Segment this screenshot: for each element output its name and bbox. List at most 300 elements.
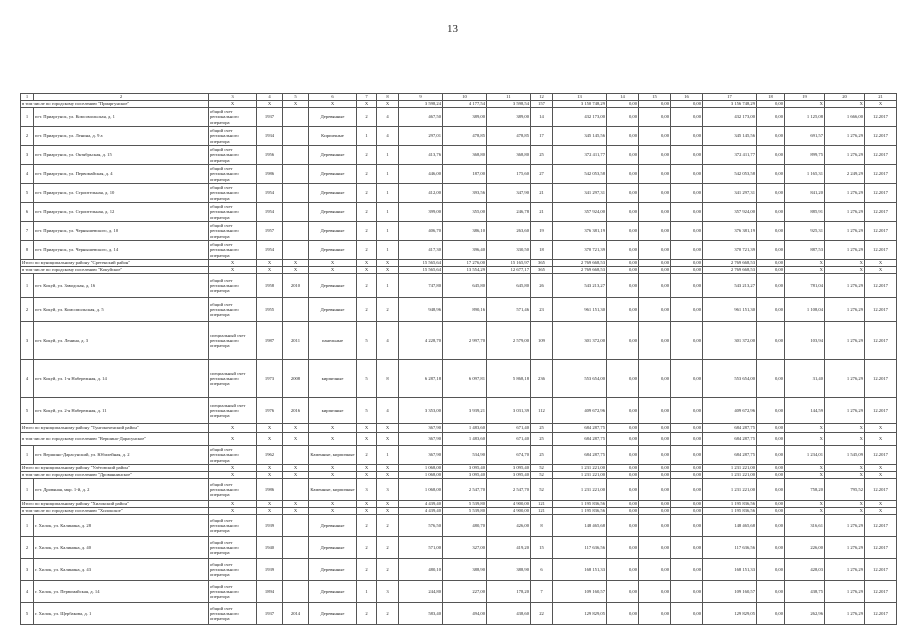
cell-col-13: 1 195 836,56	[553, 508, 607, 515]
cell-col-5: X	[283, 260, 309, 267]
cell-col-10: 1 483,60	[443, 433, 487, 446]
cell-col-18: 0,00	[757, 465, 785, 472]
cell-col-18: 0,00	[757, 581, 785, 603]
cell-col-14: 0,00	[607, 184, 639, 203]
cell-col-11: 674,70	[487, 446, 531, 465]
cell-col-18: 0,00	[757, 479, 785, 501]
cell-col-15: 0,00	[639, 603, 671, 625]
cell-col-6: X	[309, 267, 357, 274]
cell-col-15: 0,00	[639, 508, 671, 515]
cell-col-17: 409 672,96	[703, 398, 757, 424]
cell-col-8: 1	[377, 203, 399, 222]
cell-col-17: 376 381,19	[703, 222, 757, 241]
cell-col-12: 52	[531, 465, 553, 472]
cell-col-16: 0,00	[671, 267, 703, 274]
cell-col-21: X	[865, 101, 897, 108]
cell-col-18: 0,00	[757, 222, 785, 241]
cell-col-16: 0,00	[671, 446, 703, 465]
subtotal-row	[21, 101, 897, 108]
cell-col-6: Деревянные	[309, 203, 357, 222]
cell-col-17: 3 156 748,29	[703, 101, 757, 108]
cell-col-6: Деревянные	[309, 581, 357, 603]
cell-col-14: 0,00	[607, 260, 639, 267]
cell-col-11: 645,80	[487, 274, 531, 298]
cell-col-4: 1954	[257, 184, 283, 203]
cell-col-18: 0,00	[757, 108, 785, 127]
cell-col-17: 553 654,00	[703, 360, 757, 398]
cell-col-14: 0,00	[607, 101, 639, 108]
cell-col-14: 0,00	[607, 267, 639, 274]
cell-col-19: 691,57	[785, 127, 825, 146]
cell-col-18: 0,00	[757, 274, 785, 298]
cell-col-12: 157	[531, 101, 553, 108]
cell-col-4: 1940	[257, 537, 283, 559]
building-row	[21, 184, 897, 203]
cell-col-19: 887,53	[785, 241, 825, 260]
cell-col-3: общий счет регионального оператора	[209, 127, 257, 146]
cell-col-12: 21	[531, 203, 553, 222]
cell-col-5: X	[283, 101, 309, 108]
cell-col-8: 1	[377, 222, 399, 241]
cell-col-21: 12.2017	[865, 184, 897, 203]
cell-col-21: 12.2017	[865, 515, 897, 537]
cell-col-7: 2	[357, 298, 377, 322]
cell-col-10: 494,00	[443, 603, 487, 625]
cell-col-15: 0,00	[639, 465, 671, 472]
cell-col-9: 412,00	[399, 184, 443, 203]
cell-col-20: 1 545,09	[825, 446, 865, 465]
cell-col-17: 542 053,58	[703, 165, 757, 184]
cell-col-6: X	[309, 101, 357, 108]
cell-col-5	[283, 537, 309, 559]
cell-col-2: г. Хилок, ул. Щербакова, д. 1	[34, 603, 209, 625]
cell-col-4: 1962	[257, 446, 283, 465]
cell-col-14: 0,00	[607, 446, 639, 465]
cell-col-13: 1 231 221,00	[553, 472, 607, 479]
cell-col-11: 571,46	[487, 298, 531, 322]
cell-col-9: 480,10	[399, 559, 443, 581]
cell-col-12: 18	[531, 241, 553, 260]
cell-col-1: 4	[21, 165, 34, 184]
page-number: 13	[447, 23, 458, 35]
cell-col-14: 0,00	[607, 127, 639, 146]
cell-col-6: X	[309, 424, 357, 433]
cell-col-11: 246,78	[487, 203, 531, 222]
building-row	[21, 165, 897, 184]
cell-col-16: 0,00	[671, 274, 703, 298]
cell-col-10: 327,00	[443, 537, 487, 559]
cell-col-19: X	[785, 472, 825, 479]
cell-col-11: 389,00	[487, 108, 531, 127]
cell-col-5	[283, 184, 309, 203]
cell-col-5	[283, 559, 309, 581]
cell-col-6: Деревянные	[309, 241, 357, 260]
cell-col-17: 684 287,75	[703, 424, 757, 433]
cell-col-15: 0,00	[639, 203, 671, 222]
cell-col-17: 1 231 221,00	[703, 465, 757, 472]
cell-col-6: кирпичные	[309, 360, 357, 398]
column-number: 3	[209, 94, 257, 101]
cell-col-10: 480,70	[443, 515, 487, 537]
cell-col-8: 1	[377, 274, 399, 298]
cell-col-18: 0,00	[757, 472, 785, 479]
cell-col-6: X	[309, 472, 357, 479]
cell-col-10: 396,40	[443, 241, 487, 260]
cell-col-10: 5 539,80	[443, 501, 487, 508]
cell-col-7: 2	[357, 446, 377, 465]
cell-col-8: 1	[377, 446, 399, 465]
building-row	[21, 146, 897, 165]
building-row	[21, 446, 897, 465]
cell-col-13: 148 465,68	[553, 515, 607, 537]
cell-col-20: X	[825, 267, 865, 274]
cell-col-10: 478,85	[443, 127, 487, 146]
cell-col-3: общий счет регионального оператора	[209, 108, 257, 127]
cell-col-6: Деревянные	[309, 165, 357, 184]
cell-col-18: 0,00	[757, 515, 785, 537]
cell-col-14: 0,00	[607, 241, 639, 260]
cell-col-8: X	[377, 472, 399, 479]
cell-col-13: 432 173,00	[553, 108, 607, 127]
cell-col-13: 301 372,00	[553, 322, 607, 360]
cell-col-8: 3	[377, 479, 399, 501]
cell-col-6: X	[309, 501, 357, 508]
cell-col-3: X	[209, 501, 257, 508]
cell-col-21: 12.2017	[865, 146, 897, 165]
cell-col-12: 7	[531, 581, 553, 603]
cell-col-14: 0,00	[607, 433, 639, 446]
cell-col-9: 15 565,64	[399, 260, 443, 267]
cell-col-21: 12.2017	[865, 298, 897, 322]
cell-col-16: 0,00	[671, 581, 703, 603]
cell-col-5	[283, 515, 309, 537]
cell-col-20: X	[825, 472, 865, 479]
cell-col-17: 357 924,00	[703, 203, 757, 222]
cell-col-6: X	[309, 433, 357, 446]
cell-col-13: 961 151,30	[553, 298, 607, 322]
cell-col-12: 365	[531, 260, 553, 267]
building-row	[21, 515, 897, 537]
subtotal-label: в том числе по городскому поселению "Дровяннинское"	[21, 472, 209, 479]
cell-col-13: 1 231 221,00	[553, 465, 607, 472]
cell-col-7: 1	[357, 127, 377, 146]
cell-col-1: 1	[21, 446, 34, 465]
cell-col-19: 226,00	[785, 537, 825, 559]
cell-col-5: 2014	[283, 603, 309, 625]
cell-col-11: 3 598,54	[487, 101, 531, 108]
cell-col-9: 1 068,00	[399, 465, 443, 472]
cell-col-15: 0,00	[639, 267, 671, 274]
subtotal-label: Итого по муниципальному району "Тунгокоченский район"	[21, 424, 209, 433]
cell-col-8: 2	[377, 603, 399, 625]
cell-col-4: 1987	[257, 322, 283, 360]
cell-col-7: 2	[357, 274, 377, 298]
cell-col-9: 4 439,40	[399, 501, 443, 508]
cell-col-6: Деревянные	[309, 515, 357, 537]
cell-col-21: X	[865, 465, 897, 472]
cell-col-5	[283, 108, 309, 127]
subtotal-label: в том числе по городскому поселению "Кокуйское"	[21, 267, 209, 274]
cell-col-8: X	[377, 508, 399, 515]
cell-col-11: 419,20	[487, 537, 531, 559]
cell-col-5: 2008	[283, 360, 309, 398]
cell-col-7: 2	[357, 165, 377, 184]
cell-col-16: 0,00	[671, 322, 703, 360]
cell-col-4: 1934	[257, 127, 283, 146]
cell-col-12: 365	[531, 267, 553, 274]
column-number: 10	[443, 94, 487, 101]
cell-col-9: 3 598,24	[399, 101, 443, 108]
cell-col-2: пгт. Кокуй, ул. Комсомольская, д. 5	[34, 298, 209, 322]
cell-col-8: X	[377, 433, 399, 446]
cell-col-2: пгт. Приаргунск, ул. Ленина, д. 9 а	[34, 127, 209, 146]
cell-col-21: 12.2017	[865, 537, 897, 559]
cell-col-20: 1 276,29	[825, 222, 865, 241]
subtotal-row	[21, 424, 897, 433]
subtotal-row	[21, 472, 897, 479]
cell-col-3: общий счет регионального оператора	[209, 537, 257, 559]
cell-col-3: общий счет регионального оператора	[209, 298, 257, 322]
cell-col-8: 4	[377, 398, 399, 424]
cell-col-6: Деревянные	[309, 298, 357, 322]
cell-col-6: X	[309, 508, 357, 515]
cell-col-3: специальный счет регионального оператора	[209, 322, 257, 360]
cell-col-1: 2	[21, 537, 34, 559]
column-number: 19	[785, 94, 825, 101]
cell-col-11: 12 677,17	[487, 267, 531, 274]
cell-col-14: 0,00	[607, 424, 639, 433]
cell-col-19: 899,75	[785, 146, 825, 165]
cell-col-7: 2	[357, 146, 377, 165]
cell-col-16: 0,00	[671, 127, 703, 146]
cell-col-14: 0,00	[607, 108, 639, 127]
cell-col-15: 0,00	[639, 398, 671, 424]
cell-col-9: 367,90	[399, 433, 443, 446]
cell-col-3: общий счет регионального оператора	[209, 581, 257, 603]
cell-col-13: 168 151,33	[553, 559, 607, 581]
cell-col-16: 0,00	[671, 479, 703, 501]
cell-col-15: 0,00	[639, 241, 671, 260]
cell-col-13: 129 829,05	[553, 603, 607, 625]
cell-col-10: 388,90	[443, 559, 487, 581]
cell-col-9: 3 353,00	[399, 398, 443, 424]
cell-col-6: панельные	[309, 322, 357, 360]
cell-col-18: 0,00	[757, 398, 785, 424]
building-row	[21, 127, 897, 146]
cell-col-16: 0,00	[671, 360, 703, 398]
cell-col-14: 0,00	[607, 322, 639, 360]
column-number: 8	[377, 94, 399, 101]
column-number: 9	[399, 94, 443, 101]
cell-col-18: 0,00	[757, 433, 785, 446]
cell-col-12: 25	[531, 146, 553, 165]
cell-col-15: 0,00	[639, 472, 671, 479]
cell-col-8: 2	[377, 515, 399, 537]
cell-col-9: 446,00	[399, 165, 443, 184]
cell-col-4: 1939	[257, 515, 283, 537]
cell-col-19: 925,31	[785, 222, 825, 241]
cell-col-5: 2010	[283, 274, 309, 298]
cell-col-8: 2	[377, 537, 399, 559]
cell-col-9: 948,96	[399, 298, 443, 322]
cell-col-12: 6	[531, 559, 553, 581]
cell-col-5: 2011	[283, 322, 309, 360]
cell-col-20: 2 249,29	[825, 165, 865, 184]
cell-col-10: 17 276,00	[443, 260, 487, 267]
cell-col-13: 2 769 668,53	[553, 260, 607, 267]
cell-col-20: 1 276,29	[825, 603, 865, 625]
building-row	[21, 479, 897, 501]
cell-col-12: 14	[531, 108, 553, 127]
cell-col-17: 684 287,75	[703, 446, 757, 465]
building-row	[21, 298, 897, 322]
cell-col-5	[283, 203, 309, 222]
building-row	[21, 537, 897, 559]
cell-col-9: 15 565,64	[399, 267, 443, 274]
cell-col-11: 671,40	[487, 424, 531, 433]
cell-col-1: 7	[21, 222, 34, 241]
cell-col-1: 2	[21, 127, 34, 146]
cell-col-13: 684 287,75	[553, 446, 607, 465]
cell-col-14: 0,00	[607, 515, 639, 537]
cell-col-18: 0,00	[757, 322, 785, 360]
cell-col-18: 0,00	[757, 127, 785, 146]
cell-col-3: X	[209, 508, 257, 515]
cell-col-5	[283, 479, 309, 501]
column-number: 20	[825, 94, 865, 101]
cell-col-5	[283, 165, 309, 184]
subtotal-row	[21, 465, 897, 472]
cell-col-3: общий счет регионального оператора	[209, 203, 257, 222]
subtotal-row	[21, 433, 897, 446]
cell-col-14: 0,00	[607, 360, 639, 398]
column-number: 4	[257, 94, 283, 101]
cell-col-4: X	[257, 465, 283, 472]
cell-col-9: 406,70	[399, 222, 443, 241]
cell-col-19: 1 234,01	[785, 446, 825, 465]
cell-col-20: 1 276,29	[825, 322, 865, 360]
cell-col-4: 1958	[257, 274, 283, 298]
cell-col-20: X	[825, 433, 865, 446]
cell-col-15: 0,00	[639, 298, 671, 322]
cell-col-8: 4	[377, 108, 399, 127]
cell-col-7: 5	[357, 360, 377, 398]
cell-col-8: X	[377, 101, 399, 108]
cell-col-13: 409 672,96	[553, 398, 607, 424]
cell-col-5: 2016	[283, 398, 309, 424]
cell-col-19: 31,40	[785, 360, 825, 398]
cell-col-18: 0,00	[757, 508, 785, 515]
cell-col-10: 13 554,29	[443, 267, 487, 274]
cell-col-10: 389,00	[443, 108, 487, 127]
cell-col-4: 1976	[257, 398, 283, 424]
cell-col-19: 438,75	[785, 581, 825, 603]
cell-col-20: 1 666,00	[825, 108, 865, 127]
cell-col-11: 5 868,18	[487, 360, 531, 398]
cell-col-10: 2 997,70	[443, 322, 487, 360]
cell-col-12: 15	[531, 537, 553, 559]
cell-col-15: 0,00	[639, 433, 671, 446]
cell-col-5: X	[283, 472, 309, 479]
cell-col-20: 795,52	[825, 479, 865, 501]
cell-col-19: 781,04	[785, 274, 825, 298]
cell-col-14: 0,00	[607, 274, 639, 298]
cell-col-7: 1	[357, 581, 377, 603]
cell-col-16: 0,00	[671, 515, 703, 537]
cell-col-5: X	[283, 433, 309, 446]
cell-col-5	[283, 146, 309, 165]
cell-col-11: 438,60	[487, 603, 531, 625]
cell-col-4: 1954	[257, 203, 283, 222]
cell-col-13: 357 924,00	[553, 203, 607, 222]
cell-col-13: 2 769 668,53	[553, 267, 607, 274]
cell-col-14: 0,00	[607, 603, 639, 625]
cell-col-4: 1986	[257, 479, 283, 501]
cell-col-11: 4 900,00	[487, 501, 531, 508]
cell-col-4: 1956	[257, 146, 283, 165]
cell-col-14: 0,00	[607, 222, 639, 241]
cell-col-11: 426,00	[487, 515, 531, 537]
cell-col-15: 0,00	[639, 127, 671, 146]
cell-col-1: 4	[21, 581, 34, 603]
cell-col-14: 0,00	[607, 581, 639, 603]
cell-col-15: 0,00	[639, 424, 671, 433]
cell-col-17: 370 721,39	[703, 241, 757, 260]
cell-col-10: 1 483,60	[443, 424, 487, 433]
cell-col-6: Деревянные	[309, 146, 357, 165]
cell-col-12: 19	[531, 222, 553, 241]
cell-col-11: 178,20	[487, 581, 531, 603]
column-number: 13	[553, 94, 607, 101]
cell-col-1: 1	[21, 479, 34, 501]
cell-col-14: 0,00	[607, 472, 639, 479]
cell-col-16: 0,00	[671, 398, 703, 424]
cell-col-8: 2	[377, 559, 399, 581]
cell-col-20: 1 276,29	[825, 360, 865, 398]
building-row	[21, 322, 897, 360]
cell-col-20: 1 276,29	[825, 274, 865, 298]
cell-col-12: 121	[531, 501, 553, 508]
cell-col-7: 3	[357, 479, 377, 501]
cell-col-19: X	[785, 424, 825, 433]
cell-col-21: X	[865, 424, 897, 433]
cell-col-20: 1 276,29	[825, 241, 865, 260]
cell-col-4: 1986	[257, 165, 283, 184]
cell-col-10: 645,80	[443, 274, 487, 298]
cell-col-7: X	[357, 508, 377, 515]
column-number: 16	[671, 94, 703, 101]
cell-col-13: 341 297,31	[553, 184, 607, 203]
cell-col-7: 2	[357, 184, 377, 203]
cell-col-16: 0,00	[671, 146, 703, 165]
column-number-row	[21, 94, 897, 101]
cell-col-21: X	[865, 508, 897, 515]
cell-col-5: X	[283, 501, 309, 508]
cell-col-5	[283, 241, 309, 260]
cell-col-6: Деревянные	[309, 559, 357, 581]
cell-col-16: 0,00	[671, 108, 703, 127]
cell-col-21: 12.2017	[865, 165, 897, 184]
cell-col-6: Каменные, кирпичные	[309, 479, 357, 501]
cell-col-17: 543 213,27	[703, 274, 757, 298]
cell-col-11: 368,80	[487, 146, 531, 165]
cell-col-4: X	[257, 501, 283, 508]
building-row	[21, 274, 897, 298]
cell-col-11: 2 579,00	[487, 322, 531, 360]
cell-col-16: 0,00	[671, 222, 703, 241]
cell-col-1: 1	[21, 515, 34, 537]
cell-col-9: 1 068,00	[399, 472, 443, 479]
